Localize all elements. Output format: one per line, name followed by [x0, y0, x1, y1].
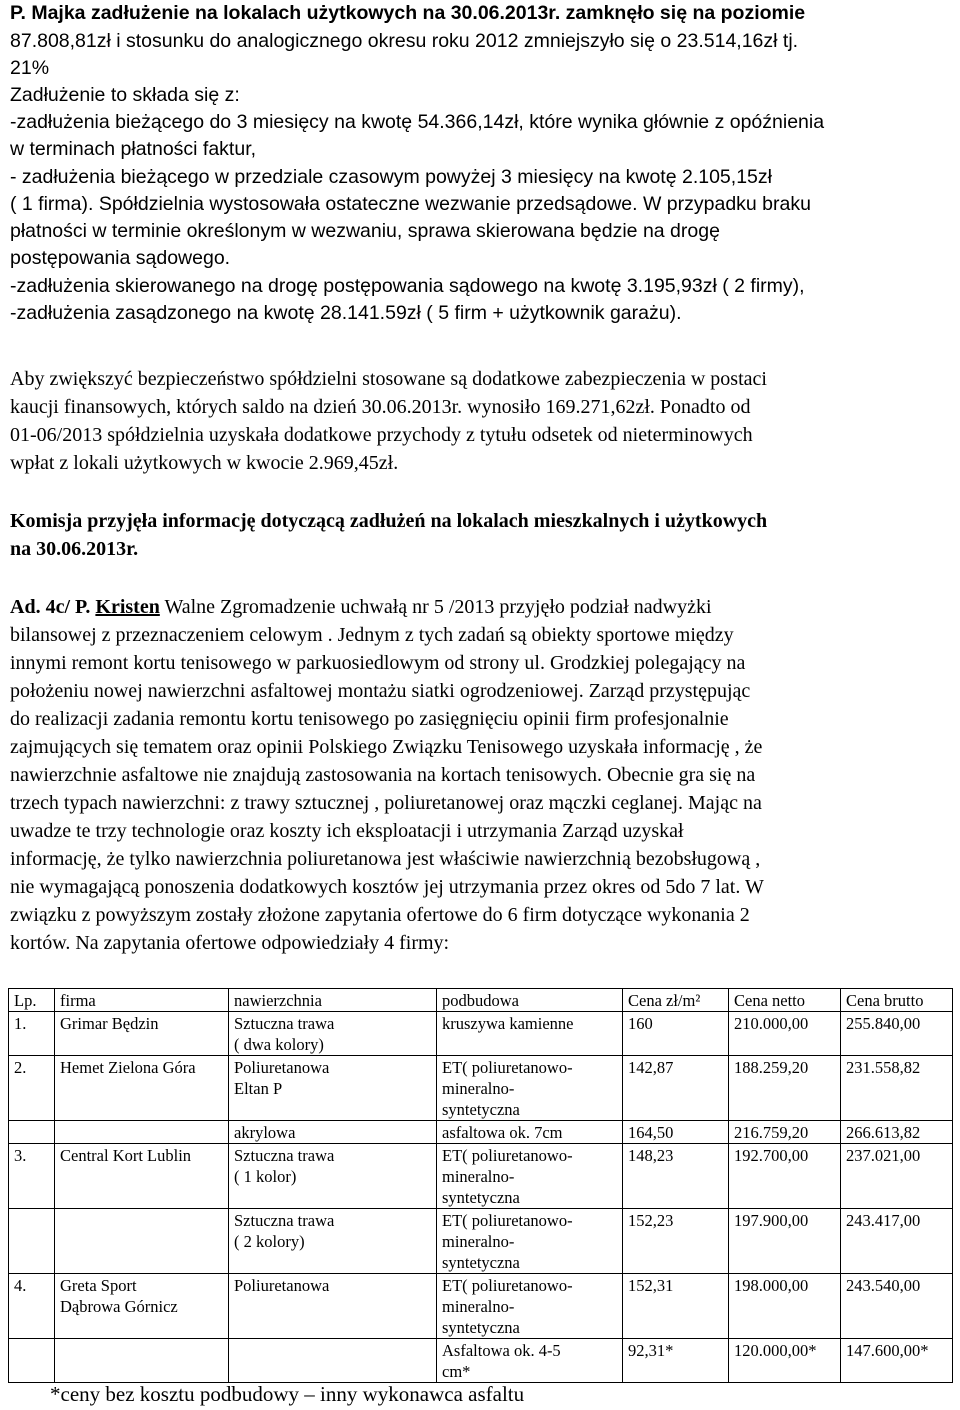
- cell-podbudowa: [437, 1274, 623, 1339]
- cell-lp: [9, 1339, 55, 1383]
- cell-nawierzchnia-line: Sztuczna trawa: [234, 1211, 335, 1230]
- section-p-line-12: -zadłużenia zasądzonego na kwotę 28.141.59zł ( 5 firm + użytkownik garażu).: [10, 302, 682, 324]
- ad4c-line-4: położeniu nowej nawierzchni asfaltowej montażu siatki ogrodzeniowej. Zarząd przystępując: [10, 680, 751, 702]
- ad4c-line-10: informację, że tylko nawierzchnia poliuretanowa jest właściwie nawierzchnią bezobsługową ,: [10, 848, 761, 870]
- cell-lp: 2.: [9, 1056, 55, 1121]
- ad4c-line-2: bilansowej z przeznaczeniem celowym . Jednym z tych zadań są obiekty sportowe między: [10, 624, 734, 646]
- cell-firma-line: Greta Sport: [60, 1276, 137, 1295]
- table-row: [9, 1339, 953, 1383]
- cell-podbudowa-line: syntetyczna: [442, 1253, 520, 1272]
- cell-nawierzchnia-line: Eltan P: [234, 1079, 283, 1098]
- ad4c-line-3: innymi remont kortu tenisowego w parkuosiedlowym od strony ul. Grodzkiej polegający na: [10, 652, 746, 674]
- cell-lp: 1.: [9, 1012, 55, 1056]
- table-row: [9, 1274, 953, 1339]
- cell-firma: [55, 1144, 229, 1209]
- commission-line-2: na 30.06.2013r.: [10, 538, 139, 560]
- cell-nawierzchnia-line: Sztuczna trawa: [234, 1014, 335, 1033]
- cell-cena-m2: 148,23: [623, 1144, 729, 1209]
- ad4c-first-line: [10, 596, 712, 619]
- table-row: [9, 1144, 953, 1209]
- ad4c-line-5: do realizacji zadania remontu kortu tenisowego po zasięgnięciu opinii firm profesjonalnie: [10, 708, 729, 730]
- security-line-3: 01-06/2013 spółdzielnia uzyskała dodatkowe przychody z tytułu odsetek od nieterminowych: [10, 424, 753, 446]
- security-line-4: wpłat z lokali użytkowych w kwocie 2.969,45zł.: [10, 452, 399, 474]
- section-p-line-2: 87.808,81zł i stosunku do analogicznego okresu roku 2012 zmniejszyło się o 23.514,16zł tj.: [10, 30, 799, 52]
- ad4c-line-8: trzech typach nawierzchni: z trawy sztucznej , poliuretanowej oraz mączki ceglanej. Mając na: [10, 792, 762, 814]
- cell-firma-line: Hemet Zielona Góra: [60, 1058, 196, 1077]
- section-p-line-10: postępowania sądowego.: [10, 247, 231, 269]
- cell-cena-brutto: 255.840,00: [841, 1012, 953, 1056]
- cell-nawierzchnia: [229, 1121, 437, 1144]
- header-nawierzchnia: nawierzchnia: [229, 989, 437, 1012]
- ad4c-first-line-rest: Walne Zgromadzenie uchwałą nr 5 /2013 przyjęło podział nadwyżki: [159, 596, 712, 618]
- cell-cena-m2: 142,87: [623, 1056, 729, 1121]
- ad4c-line-6: zajmujących się tematem oraz opinii Polskiego Związku Tenisowego uzyskała informację , że: [10, 736, 763, 758]
- cell-podbudowa-line: Asfaltowa ok. 4-5: [442, 1341, 561, 1360]
- cell-cena-brutto: 266.613,82: [841, 1121, 953, 1144]
- footnote: *ceny bez kosztu podbudowy – inny wykonawca asfaltu: [50, 1382, 525, 1406]
- cell-firma: [55, 1274, 229, 1339]
- cell-nawierzchnia-line: ( 2 kolory): [234, 1232, 305, 1251]
- ad4c-heading: Ad. 4c/ P.: [10, 596, 91, 618]
- security-line-1: Aby zwiększyć bezpieczeństwo spółdzielni stosowane są dodatkowe zabezpieczenia w postaci: [10, 368, 767, 390]
- cell-lp: [9, 1209, 55, 1274]
- security-line-2: kaucji finansowych, których saldo na dzień 30.06.2013r. wynosiło 169.271,62zł. Ponadto od: [10, 396, 751, 418]
- ad4c-line-7: nawierzchnie asfaltowe nie znajdują zastosowania na kortach tenisowych. Obecnie gra się na: [10, 764, 756, 786]
- header-podbudowa: podbudowa: [437, 989, 623, 1012]
- cell-nawierzchnia: [229, 1209, 437, 1274]
- table-body: [9, 1012, 953, 1383]
- table-row: [9, 1056, 953, 1121]
- section-p-line-9: płatności w terminie określonym w wezwaniu, sprawa skierowana będzie na drogę: [10, 220, 720, 242]
- header-firma: firma: [55, 989, 229, 1012]
- cell-cena-m2: 160: [623, 1012, 729, 1056]
- cell-podbudowa-line: ET( poliuretanowo-: [442, 1146, 573, 1165]
- cell-cena-netto: 210.000,00: [729, 1012, 841, 1056]
- cell-firma-line: Dąbrowa Górnicz: [60, 1297, 178, 1316]
- cell-podbudowa: [437, 1056, 623, 1121]
- cell-podbudowa: [437, 1339, 623, 1383]
- table-row: [9, 1121, 953, 1144]
- section-p-line-8: ( 1 firma). Spółdzielnia wystosowała ostateczne wezwanie przedsądowe. W przypadku braku: [10, 193, 811, 215]
- cell-firma: [55, 1339, 229, 1383]
- cell-firma-line: Grimar Będzin: [60, 1014, 159, 1033]
- section-p-line-3: 21%: [10, 57, 50, 79]
- cell-podbudowa-line: cm*: [442, 1362, 471, 1381]
- section-p-line-7: - zadłużenia bieżącego w przedziale czasowym powyżej 3 miesięcy na kwotę 2.105,15zł: [10, 166, 772, 188]
- cell-lp: 4.: [9, 1274, 55, 1339]
- header-cena-m2: Cena zł/m²: [623, 989, 729, 1012]
- cell-firma: [55, 1209, 229, 1274]
- offers-table: [8, 988, 953, 1383]
- cell-podbudowa-line: syntetyczna: [442, 1100, 520, 1119]
- cell-podbudowa-line: syntetyczna: [442, 1188, 520, 1207]
- cell-podbudowa-line: ET( poliuretanowo-: [442, 1211, 573, 1230]
- section-p-line-6: w terminach płatności faktur,: [10, 138, 257, 160]
- ad4c-line-13: kortów. Na zapytania ofertowe odpowiedziały 4 firmy:: [10, 932, 450, 954]
- cell-lp: [9, 1121, 55, 1144]
- cell-cena-m2: 152,31: [623, 1274, 729, 1339]
- cell-cena-brutto: 231.558,82: [841, 1056, 953, 1121]
- cell-podbudowa-line: mineralno-: [442, 1232, 515, 1251]
- section-p-line-5: -zadłużenia bieżącego do 3 miesięcy na kwotę 54.366,14zł, które wynika głównie z opóźnienia: [10, 111, 825, 133]
- section-p-line-11: -zadłużenia skierowanego na drogę postępowania sądowego na kwotę 3.195,93zł ( 2 firmy),: [10, 275, 805, 297]
- cell-podbudowa: [437, 1121, 623, 1144]
- cell-cena-brutto: 147.600,00*: [841, 1339, 953, 1383]
- cell-nawierzchnia-line: ( 1 kolor): [234, 1167, 297, 1186]
- cell-nawierzchnia: [229, 1056, 437, 1121]
- cell-lp: 3.: [9, 1144, 55, 1209]
- header-cena-brutto: Cena brutto: [841, 989, 953, 1012]
- cell-cena-m2: 92,31*: [623, 1339, 729, 1383]
- cell-cena-netto: 192.700,00: [729, 1144, 841, 1209]
- cell-cena-brutto: 243.540,00: [841, 1274, 953, 1339]
- cell-podbudowa: [437, 1012, 623, 1056]
- ad4c-line-11: nie wymagającą ponoszenia dodatkowych kosztów jej utrzymania przez okres od 5do 7 lat. W: [10, 876, 764, 898]
- cell-firma: [55, 1056, 229, 1121]
- header-cena-netto: Cena netto: [729, 989, 841, 1012]
- cell-firma: [55, 1121, 229, 1144]
- cell-podbudowa-line: syntetyczna: [442, 1318, 520, 1337]
- cell-podbudowa: [437, 1209, 623, 1274]
- table-row: [9, 1209, 953, 1274]
- cell-podbudowa: [437, 1144, 623, 1209]
- cell-podbudowa-line: mineralno-: [442, 1297, 515, 1316]
- cell-cena-netto: 188.259,20: [729, 1056, 841, 1121]
- ad4c-speaker: Kristen: [95, 596, 160, 618]
- ad4c-line-9: uwadze te trzy technologie oraz koszty ich eksploatacji i utrzymania Zarząd uzyskał: [10, 820, 684, 842]
- cell-nawierzchnia: [229, 1012, 437, 1056]
- section-p-line-4: Zadłużenie to składa się z:: [10, 84, 240, 106]
- cell-nawierzchnia-line: ( dwa kolory): [234, 1035, 324, 1054]
- cell-cena-brutto: 243.417,00: [841, 1209, 953, 1274]
- cell-nawierzchnia-line: Poliuretanowa: [234, 1058, 330, 1077]
- cell-cena-m2: 164,50: [623, 1121, 729, 1144]
- cell-nawierzchnia: [229, 1339, 437, 1383]
- table-row: [9, 1012, 953, 1056]
- cell-cena-brutto: 237.021,00: [841, 1144, 953, 1209]
- cell-firma-line: Central Kort Lublin: [60, 1146, 192, 1165]
- cell-podbudowa-line: mineralno-: [442, 1167, 515, 1186]
- cell-podbudowa-line: kruszywa kamienne: [442, 1014, 574, 1033]
- cell-cena-netto: 198.000,00: [729, 1274, 841, 1339]
- section-p-line-1: P. Majka zadłużenie na lokalach użytkowych na 30.06.2013r. zamknęło się na poziomie: [10, 2, 806, 24]
- cell-nawierzchnia: [229, 1144, 437, 1209]
- header-lp: Lp.: [9, 989, 55, 1012]
- cell-nawierzchnia-line: Sztuczna trawa: [234, 1146, 335, 1165]
- cell-cena-netto: 120.000,00*: [729, 1339, 841, 1383]
- cell-podbudowa-line: ET( poliuretanowo-: [442, 1058, 573, 1077]
- cell-cena-netto: 216.759,20: [729, 1121, 841, 1144]
- cell-firma: [55, 1012, 229, 1056]
- cell-nawierzchnia: [229, 1274, 437, 1339]
- cell-nawierzchnia-line: Poliuretanowa: [234, 1276, 330, 1295]
- cell-podbudowa-line: asfaltowa ok. 7cm: [442, 1123, 563, 1142]
- table-header-row: [9, 989, 953, 1012]
- cell-nawierzchnia-line: akrylowa: [234, 1123, 296, 1142]
- commission-line-1: Komisja przyjęła informację dotyczącą zadłużeń na lokalach mieszkalnych i użytkowych: [10, 510, 768, 532]
- cell-podbudowa-line: mineralno-: [442, 1079, 515, 1098]
- ad4c-line-12: związku z powyższym zostały złożone zapytania ofertowe do 6 firm dotyczące wykonania 2: [10, 904, 750, 926]
- cell-podbudowa-line: ET( poliuretanowo-: [442, 1276, 573, 1295]
- cell-cena-m2: 152,23: [623, 1209, 729, 1274]
- cell-cena-netto: 197.900,00: [729, 1209, 841, 1274]
